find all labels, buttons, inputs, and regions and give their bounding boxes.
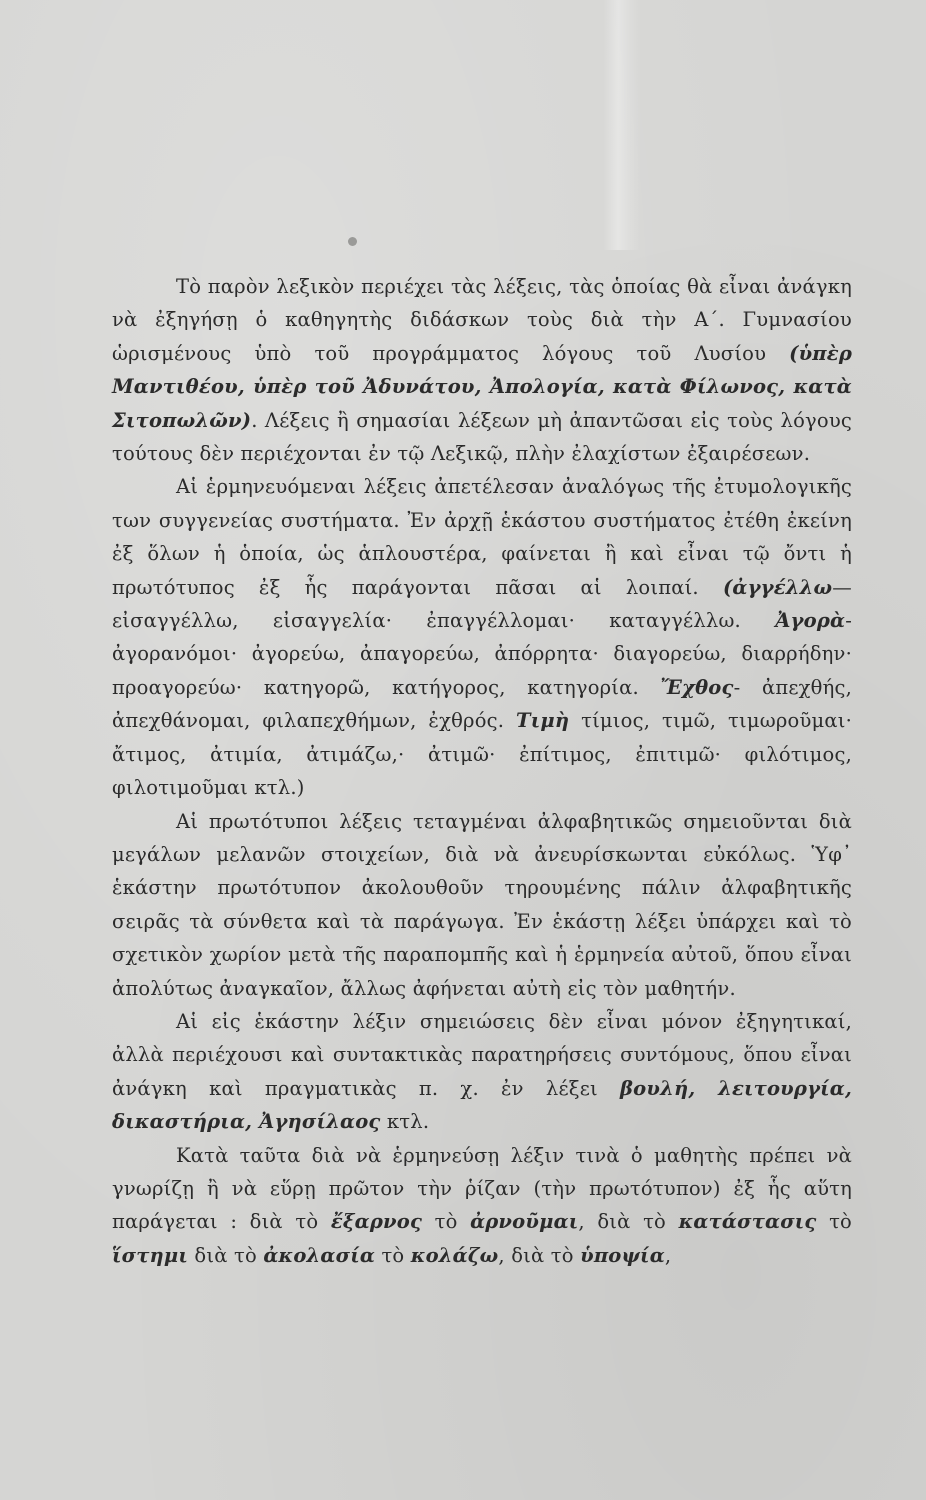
text-run: Αἱ εἰς ἑκάστην λέξιν σημειώσεις δὲν εἶναι μόνον ἐξηγητικαί, ἀλλὰ περιέχουσι καὶ συντακτικὰς παρατηρήσεις συντόμους, ὅπου εἶναι ἀνάγκη καὶ πραγματικὰς π. χ. ἐν λέξει — [112, 1009, 852, 1100]
text-run: τὸ — [816, 1210, 852, 1234]
preface-text — [112, 270, 852, 1272]
text-run-bold: ἀκολασία — [263, 1243, 376, 1267]
paragraph-ordering — [112, 805, 852, 1005]
text-run-bold: κατάστασις — [678, 1210, 817, 1234]
paper-edge-mark — [603, 0, 641, 250]
text-run-bold: ἀρνοῦμαι — [470, 1210, 579, 1234]
text-run: - ἀπεχθής, ἀπεχθάνομαι, φιλαπεχθήμων, ἐχθρός. — [112, 675, 852, 733]
text-run: - ἀγορανόμοι· ἀγορεύω, ἀπαγορεύω, ἀπόρρητα· διαγορεύω, διαρρήδην· προαγορεύω· κατηγορῶ, κατήγορος, κατηγορία. — [112, 609, 852, 699]
text-run-bold: ὑποψία — [580, 1243, 665, 1267]
text-run: , διὰ τὸ — [498, 1243, 581, 1267]
text-run: τίμιος, τιμῶ, τιμωροῦμαι· ἄτιμος, ἀτιμία, ἀτιμάζω,· ἀτιμῶ· ἐπίτιμος, ἐπιτιμῶ· φιλότιμος, φιλοτιμοῦμαι κτλ.) — [112, 709, 852, 800]
text-run: Αἱ ἑρμηνευόμεναι λέξεις ἀπετέλεσαν ἀναλόγως τῆς ἐτυμολογικῆς των συγγενείας συστήματα. Ἐν ἀρχῇ ἑκάστου συστήματος ἐτέθη ἐκείνη ἐξ ὅλων ἡ ὁποία, ὡς ἁπλουστέρα, φαίνεται ἢ καὶ εἶναι τῷ ὄντι ἡ πρωτότυπος ἐξ ἧς παράγονται πᾶσαι αἱ λοιπαί. — [112, 475, 852, 599]
text-run: , διὰ τὸ — [578, 1210, 679, 1234]
paragraph-notes — [112, 1005, 852, 1139]
text-run-bold: (ἀγγέλλω — [722, 575, 833, 599]
text-run: —εἰσαγγέλλω, εἰσαγγελία· ἐπαγγέλλομαι· καταγγέλλω. — [112, 575, 852, 633]
text-run: κτλ. — [380, 1110, 430, 1134]
text-run: Τὸ παρὸν λεξικὸν περιέχει τὰς λέξεις, τὰς ὁποίας θὰ εἶναι ἀνάγκη νὰ ἐξηγήσῃ ὁ καθηγητὴς διδάσκων τοὺς διὰ τὴν Α΄. Γυμνασίου ὡρισμένους ὑπὸ τοῦ προγράμματος λόγους τοῦ Λυσίου — [112, 275, 852, 365]
text-run-bold: Ἔχθος — [660, 675, 734, 699]
text-run: τὸ — [422, 1210, 471, 1234]
text-run: τὸ — [375, 1243, 411, 1267]
text-run: Αἱ πρωτότυποι λέξεις τεταγμέναι ἀλφαβητικῶς σημειοῦνται διὰ μεγάλων μελανῶν στοιχείων, διὰ νὰ ἀνευρίσκωνται εὐκόλως. Ὑφ᾽ ἑκάστην πρωτότυπον ἀκολουθοῦν τηρουμένης πάλιν ἀλφαβητικῆς σειρᾶς τὰ σύνθετα καὶ τὰ παράγωγα. Ἐν ἑκάστῃ λέξει ὑπάρχει καὶ τὸ σχετικὸν χωρίον μετὰ τῆς παραπομπῆς καὶ ἡ ἑρμηνεία αὐτοῦ, ὅπου εἶναι ἀπολύτως ἀναγκαῖον, ἄλλως ἀφήνεται αὐτὴ εἰς τὸν μαθητήν. — [112, 809, 852, 1000]
paragraph-families — [112, 470, 852, 804]
text-run-bold: βουλή, λειτουργία, δικαστήρια, Ἀγησίλαος — [112, 1076, 852, 1134]
text-run-bold: Τιμὴ — [516, 709, 570, 733]
text-run-bold: ἔξαρνος — [330, 1210, 423, 1234]
text-run-bold: Ἀγορὰ — [775, 609, 846, 633]
text-run-bold: (ὑπὲρ Μαντιθέου, ὑπὲρ τοῦ Ἀδυνάτου, Ἀπολογία, κατὰ Φίλωνος, κατὰ Σιτοπωλῶν) — [112, 341, 852, 432]
text-run: διὰ τὸ — [188, 1243, 264, 1267]
paragraph-intro — [112, 270, 852, 470]
text-run: Κατὰ ταῦτα διὰ νὰ ἑρμηνεύσῃ λέξιν τινὰ ὁ μαθητὴς πρέπει νὰ γνωρίζῃ ἢ νὰ εὕρῃ πρῶτον τὴν ῥίζαν (τὴν πρωτότυπον) ἐξ ἧς αὕτη παράγεται : διὰ τὸ — [112, 1143, 852, 1234]
paragraph-method — [112, 1139, 852, 1273]
text-run-bold: ἵστημι — [112, 1243, 189, 1267]
text-run: . Λέξεις ἢ σημασίαι λέξεων μὴ ἀπαντῶσαι εἰς τοὺς λόγους τούτους δὲν περιέχονται ἐν τῷ Λεξικῷ, πλὴν ἐλαχίστων ἐξαιρέσεων. — [112, 408, 852, 466]
ink-dot — [348, 237, 357, 246]
text-run: , — [664, 1243, 672, 1267]
text-run-bold: κολάζω — [410, 1243, 499, 1267]
